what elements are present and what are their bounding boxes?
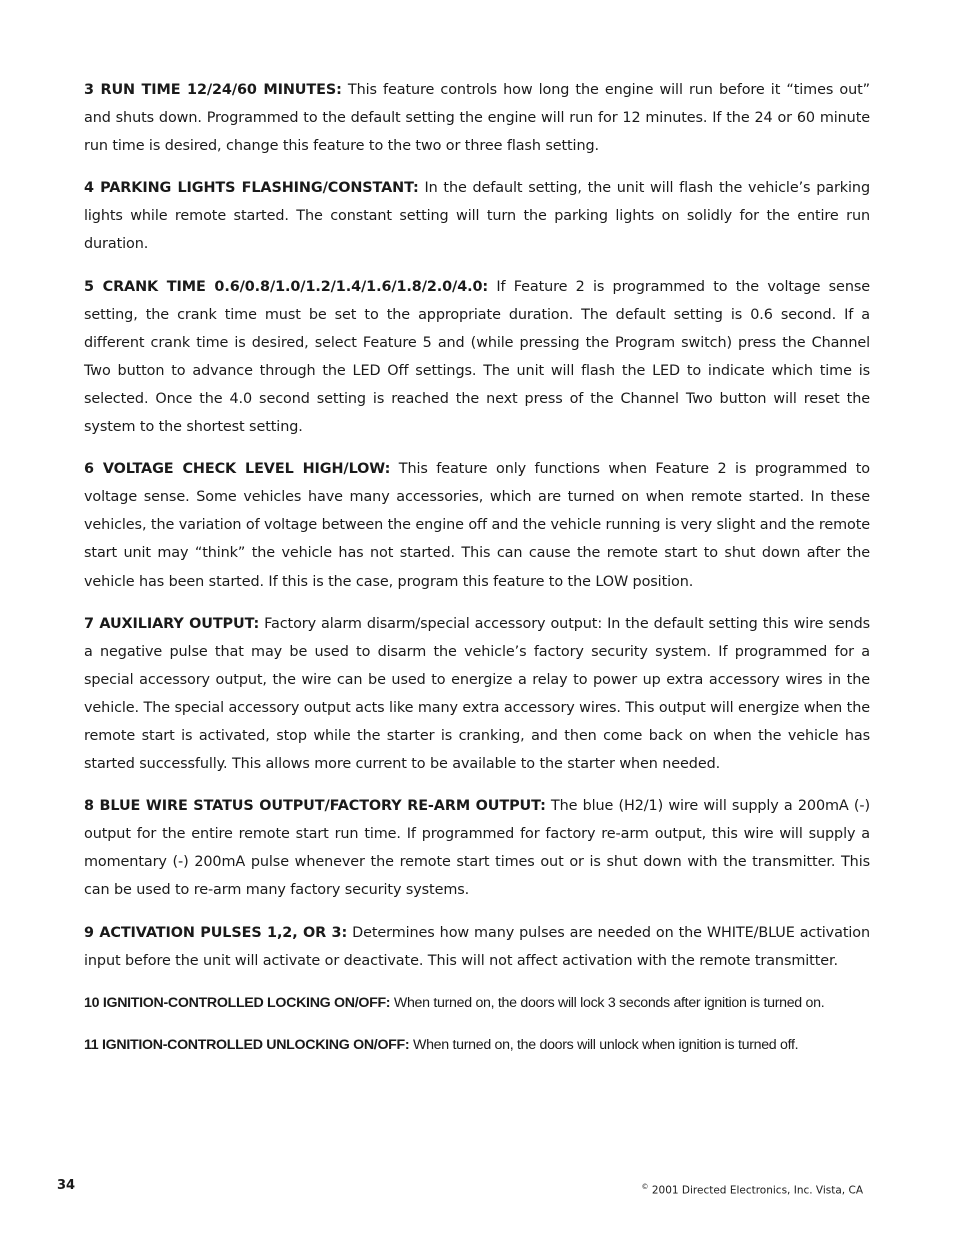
feature-8-paragraph xyxy=(84,792,870,904)
feature-4-paragraph xyxy=(84,174,870,258)
feature-11-body: When turned on, the doors will unlock when ignition is turned off. xyxy=(409,1036,799,1053)
feature-5-body: If Feature 2 is programmed to the voltage sense setting, the crank time must be set to the appropriate duration. The default setting is 0.6 second. If a different crank time is desired, select Feature 5 and (while pressing the Program switch) press the Channel Two button to advance through the LED Off settings. The unit will flash the LED to indicate which time is selected. Once the 4.0 second setting is reached the next press of the Channel Two button will reset the system to the shortest setting. xyxy=(84,278,870,436)
feature-8-body: The blue (H2/1) wire will supply a 200mA (-) output for the entire remote start run time. If programmed for factory re-arm output, this wire will supply a momentary (-) 200mA pulse whenever the remote start times out or is shut down with the transmitter. This can be used to re-arm many factory security systems. xyxy=(84,798,870,899)
feature-7-paragraph xyxy=(84,610,870,779)
feature-11-heading: 11 IGNITION-CONTROLLED UNLOCKING ON/OFF: xyxy=(84,1036,410,1053)
feature-9-paragraph xyxy=(84,919,870,975)
copyright-text: 2001 Directed Electronics, Inc. Vista, CA xyxy=(648,1184,863,1197)
feature-4-heading: 4 PARKING LIGHTS FLASHING/CONSTANT: xyxy=(84,180,419,197)
manual-page-content xyxy=(84,76,870,1073)
feature-9-heading: 9 ACTIVATION PULSES 1,2, OR 3: xyxy=(84,924,348,941)
feature-10-paragraph xyxy=(84,989,870,1017)
copyright-notice xyxy=(642,1178,863,1200)
feature-6-paragraph xyxy=(84,455,870,595)
feature-10-body: When turned on, the doors will lock 3 seconds after ignition is turned on. xyxy=(390,994,825,1011)
feature-6-body: This feature only functions when Feature 2 is programmed to voltage sense. Some vehicles have many accessories, which are turned on when remote started. In these vehicles, the variation of voltage between the engine off and the vehicle running is very slight and the remote start unit may “think” the vehicle has not started. This can cause the remote start to shut down after the vehicle has been started. If this is the case, program this feature to the LOW position. xyxy=(84,461,870,590)
feature-4-body: In the default setting, the unit will flash the vehicle’s parking lights while remote started. The constant setting will turn the parking lights on solidly for the entire run duration. xyxy=(84,180,870,253)
feature-3-paragraph xyxy=(84,76,870,160)
page-number: 34 xyxy=(57,1178,76,1193)
copyright-symbol: © xyxy=(641,1183,649,1191)
feature-6-heading: 6 VOLTAGE CHECK LEVEL HIGH/LOW: xyxy=(84,461,391,478)
feature-10-heading: 10 IGNITION-CONTROLLED LOCKING ON/OFF: xyxy=(84,994,391,1011)
feature-3-body: This feature controls how long the engine will run before it “times out” and shuts down. Programmed to the default setting the engine will run for 12 minutes. If the 24 or 60 minute run time is desired, change this feature to the two or three flash setting. xyxy=(84,82,870,155)
feature-8-heading: 8 BLUE WIRE STATUS OUTPUT/FACTORY RE-ARM OUTPUT: xyxy=(84,798,546,815)
feature-5-paragraph xyxy=(84,273,870,442)
feature-7-heading: 7 AUXILIARY OUTPUT: xyxy=(84,615,260,632)
feature-7-body: Factory alarm disarm/special accessory output: In the default setting this wire sends a negative pulse that may be used to disarm the vehicle’s factory security system. If programmed for a special accessory output, the wire can be used to energize a relay to power up extra accessory wires in the vehicle. The special accessory output acts like many extra accessory wires. This output will energize when the remote start is activated, stop while the starter is cranking, and then come back on when the vehicle has started successfully. This allows more current to be available to the starter when needed. xyxy=(84,615,871,773)
feature-11-paragraph xyxy=(84,1031,870,1059)
feature-9-body: Determines how many pulses are needed on the WHITE/BLUE activation input before the unit will activate or deactivate. This will not affect activation with the remote transmitter. xyxy=(84,924,870,969)
feature-5-heading: 5 CRANK TIME 0.6/0.8/1.0/1.2/1.4/1.6/1.8/2.0/4.0: xyxy=(84,278,489,295)
feature-3-heading: 3 RUN TIME 12/24/60 MINUTES: xyxy=(84,82,342,98)
